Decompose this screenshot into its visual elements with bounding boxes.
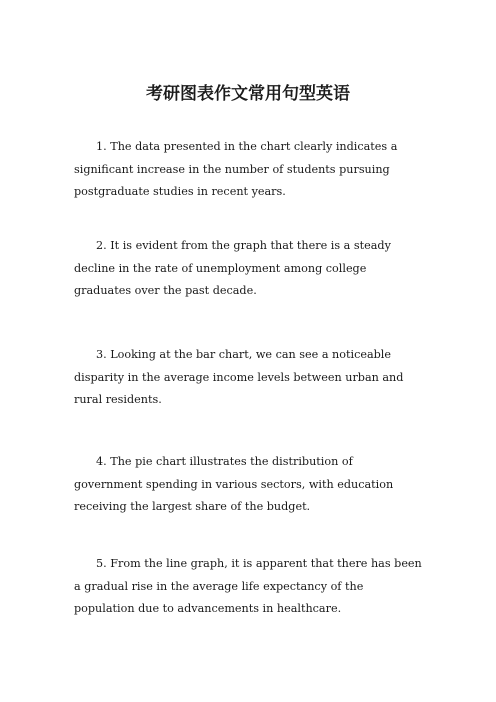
- paragraph-4: 4. The pie chart illustrates the distribution of government spending in various sectors, with education receiving the largest share of the budget.: [74, 455, 394, 513]
- page-title: 考研图表作文常用句型英语: [146, 84, 350, 104]
- paragraph-3: 3. Looking at the bar chart, we can see a noticeable disparity in the average income levels between urban and rural residents.: [74, 348, 404, 406]
- paragraph-5: 5. From the line graph, it is apparent that there has been a gradual rise in the average life expectancy of the population due to advancements in healthcare.: [74, 557, 422, 615]
- paragraph-1: 1. The data presented in the chart clearly indicates a significant increase in the number of students pursuing postgraduate studies in recent years.: [74, 140, 398, 198]
- paragraph-2: 2. It is evident from the graph that there is a steady decline in the rate of unemployment among college graduates over the past decade.: [74, 239, 391, 297]
